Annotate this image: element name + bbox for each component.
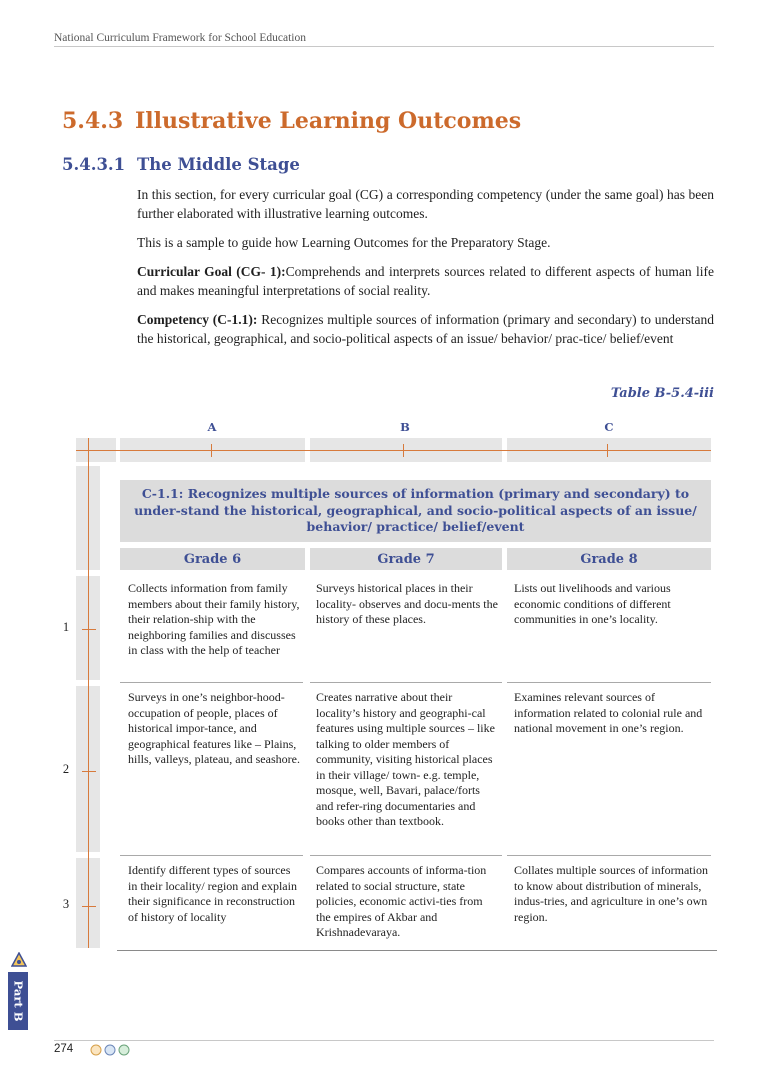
competency-label: Competency (C-1.1): — [137, 312, 258, 327]
table-cell: Identify different types of sources in their locality/ region and explain their significance in reconstruction of history of locality — [128, 863, 297, 924]
table-cell: Collates multiple sources of information to know about distribution of minerals, indus-tries, and agriculture in one’s own region. — [514, 863, 708, 924]
horizontal-guide-line — [76, 450, 711, 451]
table-cell: Surveys in one’s neighbor-hood- occupation of people, places of historical impor-tance, and geographical features like – Plains, hills, valleys, plateau, and seashore. — [128, 690, 300, 766]
curricular-goal-text: Comprehends and interprets sources related to different aspects of human life and makes meaningful interpretations of social reality. — [137, 264, 714, 298]
grade-header-7: Grade 7 — [310, 548, 502, 570]
part-b-tab — [8, 972, 28, 1030]
table-caption: Table B-5.4-iii — [610, 386, 714, 401]
sample-note-paragraph: This is a sample to guide how Learning Outcomes for the Preparatory Stage. — [137, 235, 551, 250]
intro-paragraph: In this section, for every curricular goal (CG) a corresponding competency (under the same goal) has been further elaborated with illustrative learning outcomes. — [137, 187, 714, 221]
page-number: 274 — [54, 1043, 74, 1055]
part-marker-icon — [11, 952, 27, 968]
table-cell: Lists out livelihoods and various economic conditions of different communities in one’s locality. — [514, 581, 671, 626]
column-letter-c: C — [604, 420, 614, 434]
section-number: 5.4.3 — [62, 108, 124, 134]
column-letter-a: A — [207, 420, 217, 434]
row-number-3: 3 — [62, 897, 70, 911]
subsection-title: The Middle Stage — [137, 155, 300, 174]
vertical-guide-line — [88, 438, 89, 948]
part-b-label: Part B — [11, 980, 26, 1022]
row-number-2: 2 — [62, 762, 70, 776]
column-letter-b: B — [400, 420, 410, 434]
footer-rule — [54, 1040, 714, 1041]
running-head: National Curriculum Framework for School Education — [54, 32, 306, 44]
row-divider — [120, 855, 303, 856]
row-divider — [507, 682, 711, 683]
row-tick-3 — [82, 906, 96, 907]
row-divider — [120, 682, 303, 683]
table-cell: Surveys historical places in their locality- observes and docu-ments the history of these places. — [316, 581, 498, 626]
table-bottom-rule — [117, 950, 717, 951]
table-cell: Examines relevant sources of information related to colonial rule and national movement in one’s region. — [514, 690, 703, 735]
row-tick-2 — [82, 771, 96, 772]
competency-banner: C-1.1: Recognizes multiple sources of information (primary and secondary) to under-stand the historical, geographical, and socio-political aspects of an issue/ behavior/ practice/ belief/event — [120, 480, 711, 542]
competency-paragraph — [137, 310, 714, 348]
column-tick-a — [211, 444, 212, 457]
row-tick-1 — [82, 629, 96, 630]
row-divider — [507, 855, 711, 856]
row-number-1: 1 — [62, 620, 70, 634]
row-divider — [310, 682, 502, 683]
table-cell: Creates narrative about their locality’s history and geographi-cal features using multiple sources – like talking to older members of community, visiting historical places in their village/ town- e.g. temple, mosque, well, Bavari, palace/forts and refer-ring documentaries and books other than textbook. — [316, 690, 495, 828]
row-divider — [310, 855, 502, 856]
curricular-goal-paragraph — [137, 262, 714, 300]
subsection-number: 5.4.3.1 — [62, 155, 126, 174]
table-cell: Collects information from family members about their family history, their relation-ship with the neighboring families and discusses in class with the help of teacher — [128, 581, 300, 657]
curricular-goal-label: Curricular Goal (CG- 1): — [137, 264, 286, 279]
grade-header-6: Grade 6 — [120, 548, 305, 570]
header-rule — [54, 46, 714, 47]
grade-header-8: Grade 8 — [507, 548, 711, 570]
table-cell: Compares accounts of informa-tion related to social structure, state policies, economic activi-ties from the empires of Akbar and Krishnadevaraya. — [316, 863, 487, 939]
column-tick-c — [607, 444, 608, 457]
footer-decorative-icons — [90, 1044, 134, 1056]
section-title: Illustrative Learning Outcomes — [135, 108, 522, 134]
competency-text: Recognizes multiple sources of information (primary and secondary) to understand the historical, geographical, and socio-political aspects of an issue/ behavior/ prac-tice/ belief/event — [137, 312, 715, 346]
column-tick-b — [403, 444, 404, 457]
